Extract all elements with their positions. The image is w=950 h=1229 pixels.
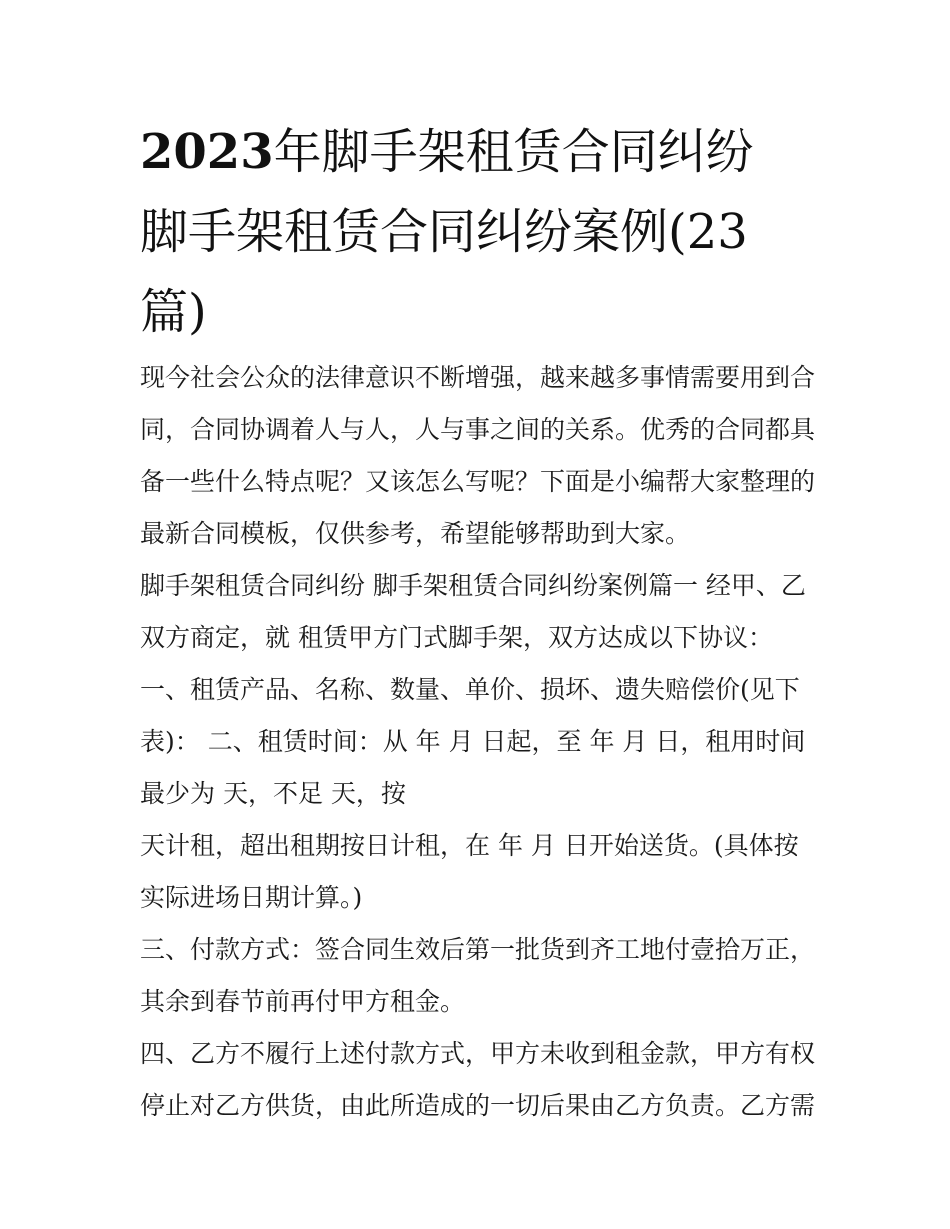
document-title — [140, 112, 820, 352]
body-line: 其余到春节前再付甲方租金。 — [140, 987, 466, 1016]
title-year: 2023 — [140, 124, 274, 180]
body-line: 最新合同模板，仅供参考，希望能够帮助到大家。 — [140, 519, 691, 548]
title-line-2 — [140, 192, 820, 272]
title-line-1 — [140, 112, 820, 192]
title-line-1-text: 年脚手架租赁合同纠纷 — [273, 124, 754, 180]
body-line: 双方商定，就 租赁甲方门式脚手架，双方达成以下协议： — [140, 623, 773, 652]
title-line-3 — [140, 272, 820, 352]
title-line-3-text: 篇) — [140, 284, 207, 340]
body-line: 表)： 二、租赁时间：从 年 月 日起，至 年 月 日，租用时间 — [140, 727, 806, 756]
body-line: 一、租赁产品、名称、数量、单价、损坏、遗失赔偿价(见下 — [140, 675, 800, 704]
body-line: 最少为 天，不足 天，按 — [140, 779, 406, 808]
body-line: 四、乙方不履行上述付款方式，甲方未收到租金款，甲方有权 — [140, 1039, 816, 1068]
body-line: 同，合同协调着人与人，人与事之间的关系。优秀的合同都具 — [140, 415, 816, 444]
body-line: 备一些什么特点呢？又该怎么写呢？下面是小编帮大家整理的 — [140, 467, 816, 496]
document-body — [140, 352, 820, 1132]
body-line: 现今社会公众的法律意识不断增强，越来越多事情需要用到合 — [140, 363, 816, 392]
body-line: 天计租，超出租期按日计租，在 年 月 日开始送货。(具体按 — [140, 831, 799, 860]
body-line: 实际进场日期计算。) — [140, 883, 363, 912]
title-line-2-text: 脚手架租赁合同纠纷案例(23 — [140, 204, 748, 260]
body-line: 脚手架租赁合同纠纷 脚手架租赁合同纠纷案例篇一 经甲、乙 — [140, 571, 806, 600]
body-line: 停止对乙方供货，由此所造成的一切后果由乙方负责。乙方需 — [140, 1091, 816, 1120]
body-line: 三、付款方式：签合同生效后第一批货到齐工地付壹拾万正， — [140, 935, 816, 964]
